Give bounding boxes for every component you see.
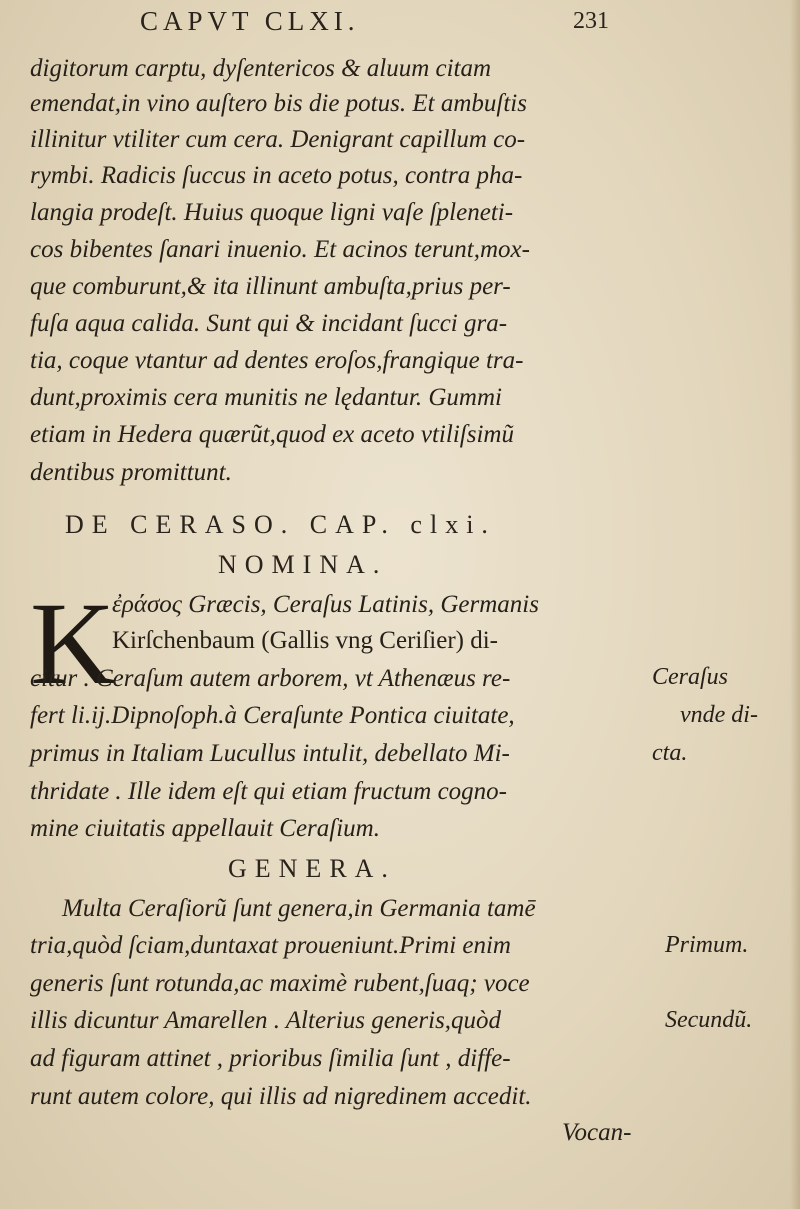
drop-initial: K (30, 578, 116, 709)
margin-note: Ceraſus (652, 664, 729, 690)
margin-note: vnde di- (680, 702, 758, 728)
text-line: illinitur vtiliter cum cera. Denigrant capillum co- (30, 126, 526, 153)
text-line: Multa Ceraſiorũ ſunt genera,in Germania tamē (62, 895, 536, 922)
text-line: etiam in Hedera quærũt,quod ex aceto vtiliſsimũ (30, 421, 514, 448)
text-line: Kirſchenbaum (Gallis vng Ceriſier) di- (112, 627, 498, 654)
page-edge-shadow (790, 0, 800, 1209)
running-title: CAPVT CLXI. (140, 6, 360, 36)
text-line: generis ſunt rotunda,ac maximè rubent,ſuaq; voce (30, 970, 530, 997)
text-line: dentibus promittunt. (30, 459, 232, 486)
chapter-heading: DE CERASO. CAP. clxi. (65, 510, 496, 539)
page-number: 231 (573, 8, 609, 34)
text-line: illis dicuntur Amarellen . Alterius generis,quòd (30, 1007, 502, 1034)
section-heading-nomina: NOMINA. (218, 550, 388, 579)
text-line: langia prodeſt. Huius quoque ligni vaſe ſpleneti- (30, 199, 514, 226)
margin-note: Primum. (665, 932, 749, 958)
text-line: ad figuram attinet , prioribus ſimilia ſunt , diffe- (30, 1045, 511, 1072)
margin-note: cta. (652, 740, 688, 766)
text-line: fert li.ij.Dipnoſoph.à Ceraſunte Pontica ciuitate, (30, 702, 515, 729)
section-heading-genera: GENERA. (228, 854, 396, 883)
text-line: tria,quòd ſciam,duntaxat proueniunt.Primi enim (30, 932, 511, 959)
text-line: dunt,proximis cera munitis ne lędantur. Gummi (30, 384, 502, 411)
text-line: tia, coque vtantur ad dentes eroſos,frangique tra- (30, 347, 524, 374)
catchword: Vocan- (562, 1119, 632, 1146)
text-line: thridate . Ille idem eſt qui etiam fructum cogno- (30, 778, 507, 805)
text-line: fuſa aqua calida. Sunt qui & incidant ſucci gra- (30, 310, 508, 337)
text-line: ἐράσος Græcis, Ceraſus Latinis, Germanis (112, 591, 539, 618)
text-line: que comburunt,& ita illinunt ambuſta,prius per- (30, 273, 511, 300)
text-line: mine ciuitatis appellauit Ceraſium. (30, 815, 380, 842)
text-line: rymbi. Radicis ſuccus in aceto potus, contra pha- (30, 162, 523, 189)
page-header (0, 6, 800, 42)
text-line: citur . Ceraſum autem arborem, vt Athenæus re- (30, 665, 511, 692)
margin-note: Secundũ. (665, 1007, 753, 1033)
text-line: primus in Italiam Lucullus intulit, debellato Mi- (30, 740, 510, 767)
text-line: digitorum carptu, dyſentericos & aluum citam (30, 55, 492, 82)
text-line: emendat,in vino auſtero bis die potus. Et ambuſtis (30, 90, 527, 117)
text-line: runt autem colore, qui illis ad nigredinem accedit. (30, 1083, 532, 1110)
text-line: cos bibentes ſanari inuenio. Et acinos terunt,mox- (30, 236, 530, 263)
